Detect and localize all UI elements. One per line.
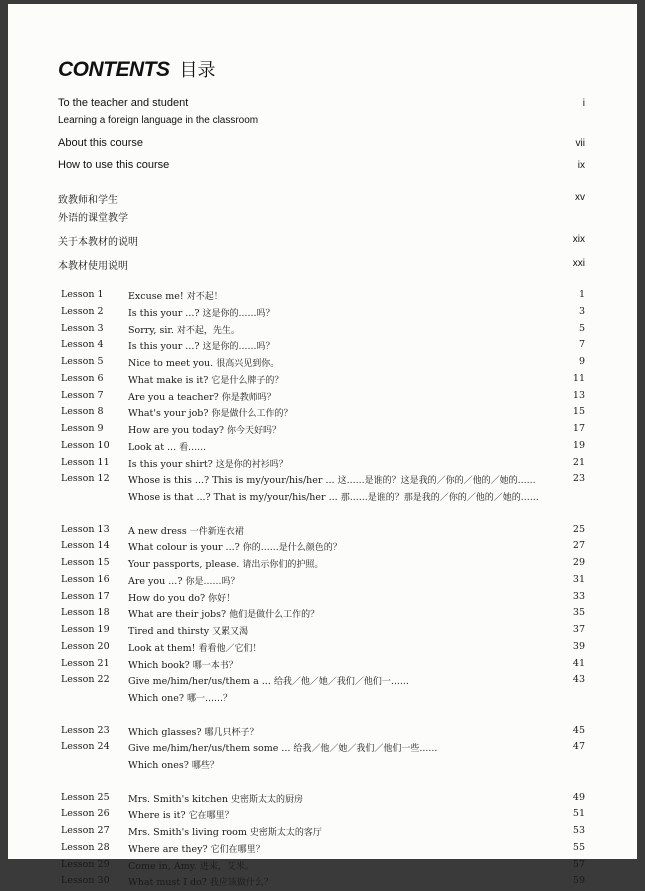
lesson-row: [61, 540, 585, 556]
lesson-title: [128, 725, 259, 738]
lesson-title: [128, 842, 265, 855]
lesson-row: [61, 725, 585, 741]
lesson-title-zh: 你今天好吗？: [227, 426, 282, 436]
lesson-title: [128, 356, 279, 369]
book-page: [8, 4, 637, 889]
lesson-row: [61, 306, 585, 322]
lesson-row: [61, 323, 585, 339]
lesson-page-number: 53: [572, 825, 585, 836]
lesson-title: [128, 289, 223, 302]
lesson-row: [61, 356, 585, 372]
lesson-title-zh: 他们是做什么工作的？: [229, 610, 320, 621]
lesson-number: Lesson 11: [61, 456, 110, 468]
front-matter-page: xix: [572, 234, 585, 245]
lesson-row: [61, 373, 585, 389]
lesson-title-en: Whose is that ...? That is my/your/his/her ...: [128, 492, 341, 503]
lesson-title-zh: 我应该做什么？: [209, 878, 273, 889]
lesson-page-number: 59: [572, 875, 585, 887]
lesson-number: Lesson 6: [61, 372, 104, 384]
lesson-title: [128, 859, 254, 872]
lesson-row: [61, 457, 585, 473]
lesson-row: [61, 875, 585, 891]
front-matter-entry: 本教材使用说明: [58, 261, 128, 272]
front-matter-entry: 外语的课堂教学: [58, 213, 128, 224]
lesson-title: [128, 758, 219, 771]
front-matter-page: i: [582, 98, 585, 109]
lesson-title-en: Whose is this ...? This is my/your/his/her ...: [128, 475, 338, 487]
front-matter-entry: Learning a foreign language in the classroom: [58, 115, 259, 126]
lesson-number: Lesson 21: [61, 657, 110, 669]
lesson-title-zh: 进来，艾米。: [199, 861, 254, 872]
lesson-number: Lesson 10: [61, 439, 110, 451]
lesson-row: [61, 524, 585, 540]
lesson-title-zh: 对不起！: [186, 292, 223, 302]
lesson-title-zh: 看看他／它们！: [198, 643, 262, 654]
lesson-title: [128, 540, 342, 553]
lesson-page-number: 9: [578, 356, 585, 367]
lesson-title: [128, 691, 232, 704]
lesson-number: Lesson 19: [61, 624, 110, 635]
lesson-page-number: 43: [572, 674, 585, 686]
lesson-page-number: 51: [572, 808, 585, 820]
lesson-title-zh: 看……: [179, 442, 207, 453]
lesson-title-en: Nice to meet you.: [128, 358, 217, 369]
lesson-number: Lesson 25: [61, 791, 110, 803]
lesson-page-number: 25: [572, 523, 585, 535]
lesson-title: [128, 490, 539, 503]
lesson-page-number: 33: [572, 590, 585, 602]
lesson-title-zh: 你是做什么工作的？: [211, 409, 293, 420]
lesson-title-zh: 哪一本书？: [192, 660, 238, 671]
lesson-row: [61, 825, 585, 841]
lesson-title-zh: 它在哪里？: [188, 811, 234, 822]
lesson-number: Lesson 18: [61, 607, 110, 619]
lesson-title-en: Mrs. Smith's kitchen: [128, 793, 231, 805]
lesson-page-number: 39: [572, 640, 585, 652]
lesson-title: [128, 457, 288, 470]
lesson-title: [128, 808, 234, 821]
lesson-title: [128, 591, 235, 604]
lesson-title-zh: 它是什么牌子的？: [211, 375, 284, 386]
lesson-title-en: What colour is your ...?: [128, 542, 243, 554]
lesson-title-en: Which ones?: [128, 760, 192, 771]
lesson-title-en: What's your job?: [128, 408, 212, 420]
lesson-page-number: 45: [572, 724, 585, 736]
lesson-title-en: Your passports, please.: [128, 559, 243, 570]
lesson-title-zh: 哪些？: [191, 761, 219, 771]
lesson-title: [128, 524, 244, 537]
lesson-title-zh: 这……是谁的？这是我的／你的／他的／她的……: [337, 476, 536, 487]
lesson-title: [128, 875, 273, 888]
lesson-title-en: Which book?: [128, 659, 193, 671]
lesson-title-en: Sorry, sir.: [128, 324, 177, 336]
lesson-title-en: How are you today?: [128, 425, 227, 436]
lesson-page-number: 21: [572, 456, 585, 468]
lesson-title-en: Tired and thirsty: [128, 626, 213, 637]
front-matter-entry: About this course: [58, 137, 143, 149]
lesson-row: [61, 658, 585, 674]
lesson-title: [128, 825, 322, 838]
lesson-page-number: 7: [578, 339, 585, 351]
lesson-number: Lesson 12: [61, 473, 110, 485]
lesson-title: [128, 658, 238, 671]
lesson-row: [61, 473, 585, 489]
lesson-number: Lesson 9: [61, 423, 104, 434]
lesson-row-continuation: [61, 490, 585, 506]
lesson-title: [128, 473, 536, 486]
lesson-number: Lesson 14: [61, 540, 110, 552]
lesson-page-number: 47: [572, 741, 585, 753]
lesson-title-en: Look at them!: [128, 642, 199, 654]
lesson-title-zh: 又累又渴: [212, 627, 249, 637]
lesson-number: Lesson 22: [61, 674, 110, 686]
lesson-title-en: Give me/him/her/us/them some ...: [128, 743, 294, 755]
lesson-title-en: How do you do?: [128, 592, 209, 604]
lesson-title-zh: 你的……是什么颜色的？: [242, 543, 342, 554]
lesson-number: Lesson 16: [61, 573, 110, 585]
lesson-title-zh: 一件新连衣裙: [189, 526, 244, 537]
lesson-title-zh: 哪一……？: [186, 694, 232, 704]
lesson-row: [61, 624, 585, 640]
lesson-title: [128, 557, 323, 570]
lesson-title-zh: 你是……吗？: [185, 576, 240, 587]
lesson-page-number: 37: [572, 624, 585, 635]
lesson-title-en: Are you ...?: [128, 575, 186, 587]
lesson-title-en: A new dress: [128, 525, 190, 537]
lesson-number: Lesson 13: [61, 523, 110, 535]
lesson-title-zh: 给我／他／她／我们／他们一些……: [293, 744, 438, 755]
lesson-title-zh: 这是你的衬衫吗？: [215, 459, 288, 470]
lesson-page-number: 15: [572, 406, 585, 418]
lesson-title-en: Where is it?: [128, 810, 189, 822]
lesson-page-number: 17: [572, 423, 585, 434]
lesson-number: Lesson 26: [61, 808, 110, 820]
lesson-page-number: 23: [572, 473, 585, 485]
lesson-title-zh: 哪几只杯子？: [204, 727, 259, 738]
lesson-page-number: 31: [572, 573, 585, 585]
lesson-title-zh: 那……是谁的？那是我的／你的／他的／她的……: [340, 493, 539, 503]
lesson-number: Lesson 24: [61, 741, 110, 753]
lesson-title-zh: 给我／他／她／我们／他们一……: [273, 677, 409, 688]
contents-title-en: CONTENTS: [58, 58, 170, 81]
lesson-title: [128, 373, 283, 386]
lesson-number: Lesson 27: [61, 825, 110, 836]
lesson-row: [61, 674, 585, 690]
lesson-page-number: 55: [572, 841, 585, 853]
lesson-page-number: 41: [572, 657, 585, 669]
lesson-number: Lesson 15: [61, 557, 110, 568]
lesson-title: [128, 607, 319, 620]
front-matter-page: ix: [577, 160, 585, 171]
lesson-row-continuation: [61, 691, 585, 707]
lesson-page-number: 57: [572, 858, 585, 870]
lesson-title: [128, 406, 293, 419]
lesson-number: Lesson 23: [61, 724, 110, 736]
lesson-number: Lesson 1: [61, 289, 104, 300]
lesson-number: Lesson 30: [61, 875, 110, 887]
lesson-title-zh: 很高兴见到你。: [216, 359, 280, 369]
front-matter-entry: How to use this course: [58, 159, 170, 171]
lesson-title: [128, 641, 261, 654]
lesson-title-zh: 你是教师吗？: [221, 392, 276, 403]
lesson-title-en: Is this your ...?: [128, 341, 203, 353]
front-matter-entry: 关于本教材的说明: [58, 237, 138, 248]
lesson-title-zh: 对不起，先生。: [176, 325, 240, 336]
lesson-row: [61, 859, 585, 875]
lesson-title-en: What must I do?: [128, 877, 210, 889]
lesson-title-en: Are you a teacher?: [128, 391, 222, 403]
lesson-page-number: 29: [572, 557, 585, 568]
lesson-page-number: 13: [572, 389, 585, 401]
lesson-title-zh: 史密斯太太的客厅: [249, 828, 322, 838]
lesson-number: Lesson 28: [61, 841, 110, 853]
lesson-title-en: Which glasses?: [128, 726, 205, 738]
lesson-page-number: 11: [572, 372, 585, 384]
lesson-number: Lesson 2: [61, 305, 104, 317]
lesson-title-zh: 这是你的……吗？: [202, 342, 275, 353]
lesson-title-en: Is this your ...?: [128, 307, 203, 319]
lesson-number: Lesson 4: [61, 339, 104, 351]
lesson-title: [128, 792, 303, 805]
lesson-title: [128, 741, 437, 754]
lesson-page-number: 3: [578, 305, 585, 317]
lesson-title: [128, 323, 240, 336]
front-matter-page: vii: [575, 138, 585, 149]
lesson-number: Lesson 20: [61, 640, 110, 652]
lesson-title: [128, 674, 409, 687]
lesson-page-number: 35: [572, 607, 585, 619]
front-matter-entry: 致教师和学生: [58, 195, 118, 206]
lesson-number: Lesson 29: [61, 858, 110, 870]
lesson-row: [61, 440, 585, 456]
lesson-title-zh: 请出示你们的护照。: [242, 560, 324, 570]
lesson-row-continuation: [61, 758, 585, 774]
lesson-row: [61, 842, 585, 858]
lesson-number: Lesson 5: [61, 356, 104, 367]
lesson-title: [128, 624, 248, 637]
lesson-title-en: Which one?: [128, 693, 187, 704]
lesson-row: [61, 741, 585, 757]
lesson-title-en: Mrs. Smith's living room: [128, 827, 250, 838]
lesson-page-number: 19: [572, 439, 585, 451]
lesson-number: Lesson 17: [61, 590, 110, 602]
lesson-page-number: 5: [578, 322, 585, 334]
lesson-page-number: 49: [572, 791, 585, 803]
lesson-title: [128, 390, 276, 403]
lesson-page-number: 27: [572, 540, 585, 552]
lesson-title: [128, 423, 281, 436]
lesson-row: [61, 641, 585, 657]
lesson-title-en: Excuse me!: [128, 291, 187, 302]
lesson-title-en: Come in, Amy.: [128, 860, 200, 872]
lesson-title-en: Look at ...: [128, 441, 180, 453]
lesson-row: [61, 423, 585, 439]
lesson-row: [61, 591, 585, 607]
lesson-title: [128, 574, 239, 587]
lesson-title: [128, 440, 206, 453]
lesson-title: [128, 306, 274, 319]
lesson-row: [61, 607, 585, 623]
lesson-title-zh: 史密斯太太的厨房: [231, 794, 304, 805]
lesson-number: Lesson 8: [61, 406, 104, 418]
contents-title-zh: 目录: [179, 60, 216, 81]
front-matter-page: xxi: [572, 258, 585, 269]
lesson-title-en: Where are they?: [128, 843, 211, 855]
lesson-title: [128, 339, 274, 352]
front-matter-entry: To the teacher and student: [58, 97, 189, 109]
lesson-row: [61, 390, 585, 406]
lesson-number: Lesson 7: [61, 389, 104, 401]
lesson-page-number: 1: [578, 289, 585, 300]
front-matter-page: xv: [575, 192, 585, 203]
lesson-title-en: Is this your shirt?: [128, 458, 216, 470]
lesson-row: [61, 808, 585, 824]
lesson-row: [61, 289, 585, 305]
lesson-title-en: What make is it?: [128, 374, 212, 386]
lesson-list: [8, 4, 637, 889]
lesson-row: [61, 574, 585, 590]
lesson-number: Lesson 3: [61, 322, 104, 334]
lesson-title-en: What are their jobs?: [128, 609, 230, 621]
lesson-row: [61, 792, 585, 808]
lesson-title-zh: 你好！: [208, 593, 236, 604]
lesson-row: [61, 557, 585, 573]
lesson-row: [61, 339, 585, 355]
lesson-row: [61, 406, 585, 422]
lesson-title-en: Give me/him/her/us/them a ...: [128, 676, 274, 688]
lesson-title-zh: 这是你的……吗？: [202, 308, 275, 319]
lesson-title-zh: 它们在哪里？: [210, 844, 265, 855]
